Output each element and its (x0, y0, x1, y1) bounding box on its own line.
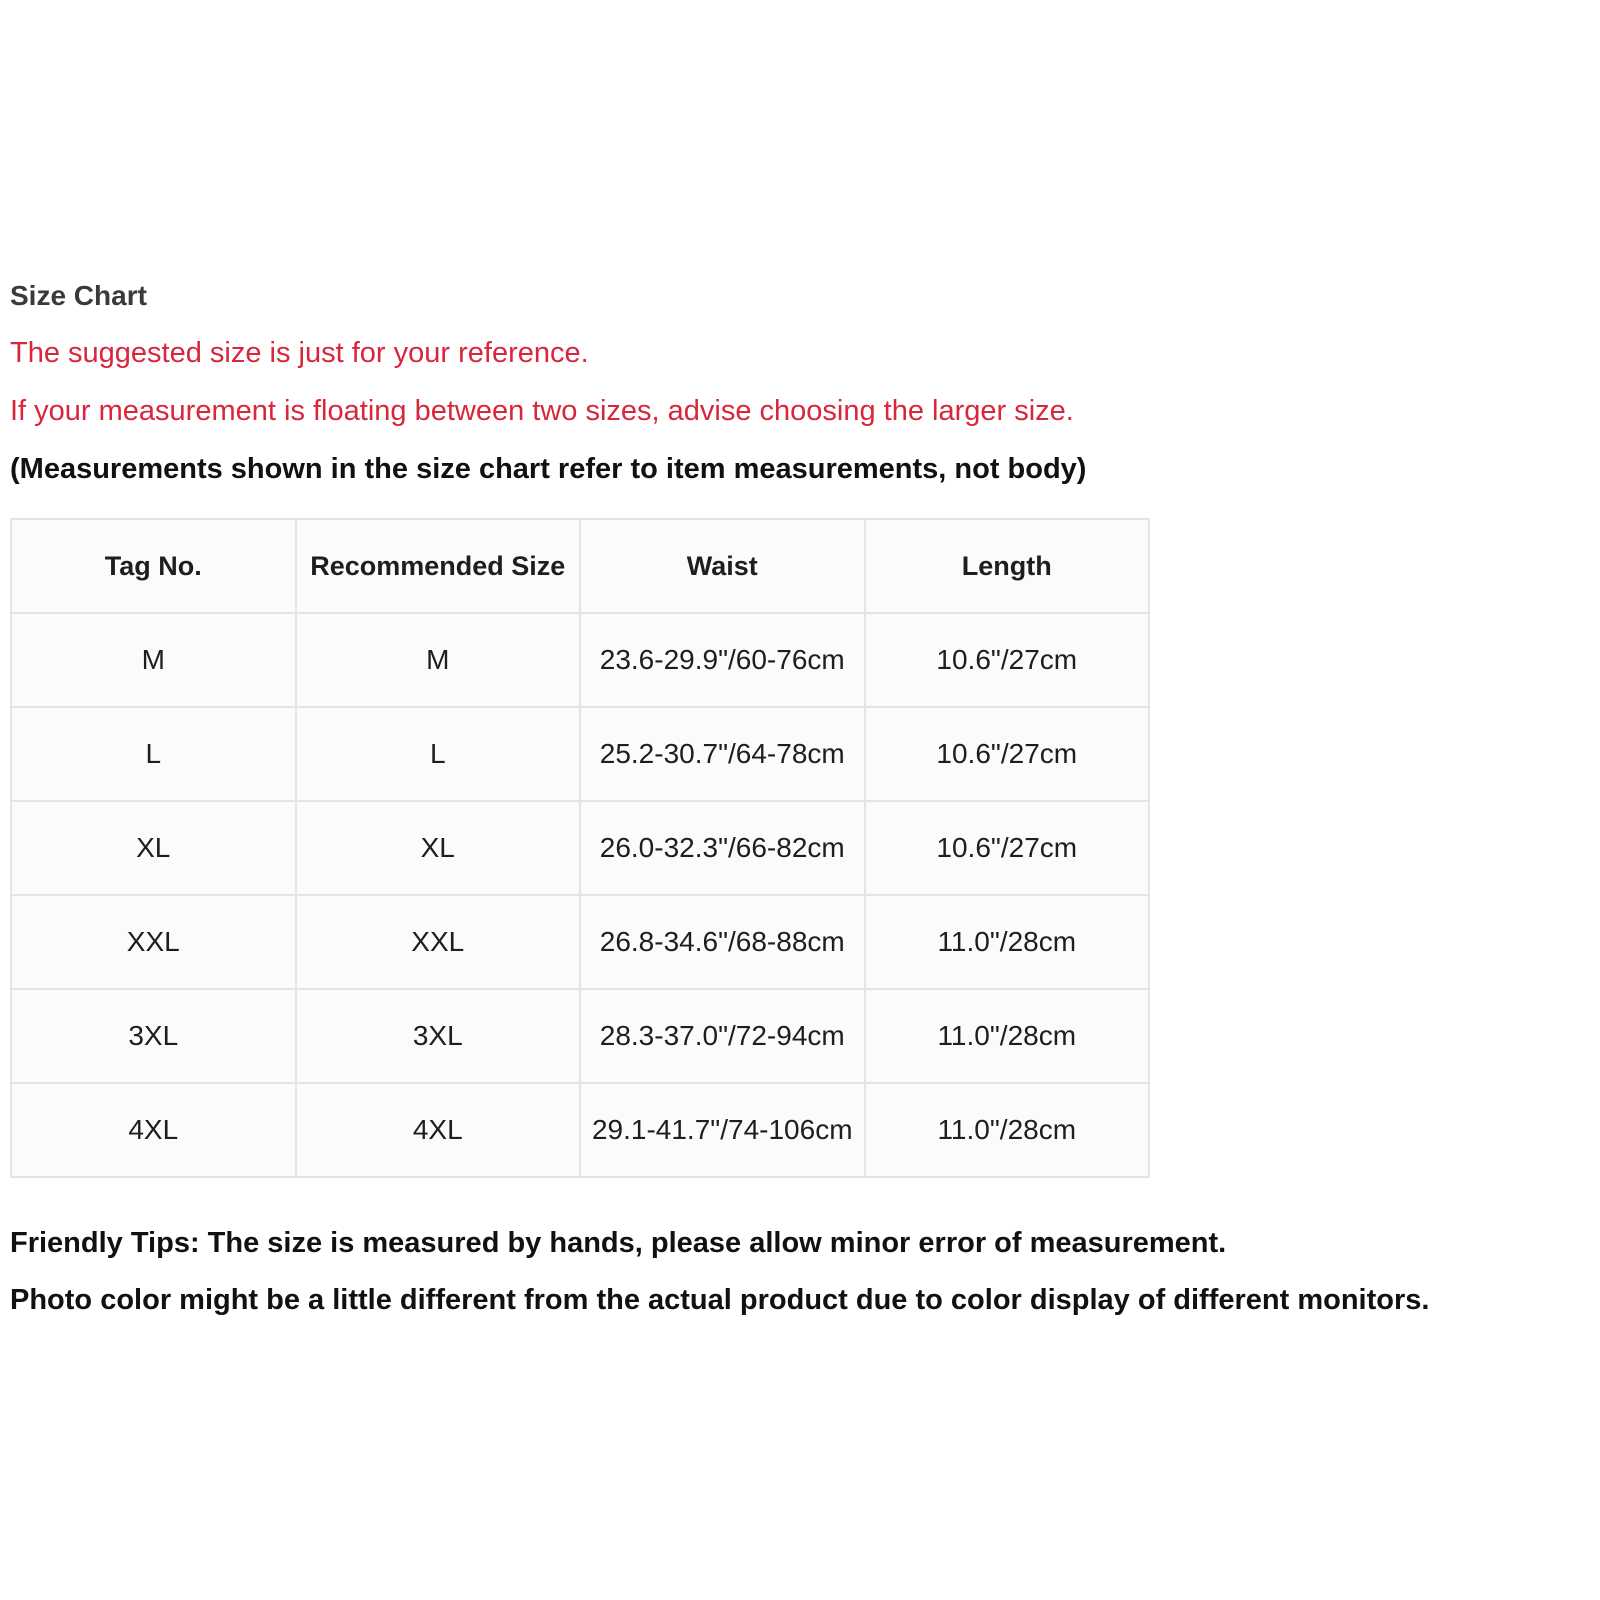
cell-waist: 26.8-34.6"/68-88cm (580, 895, 865, 989)
size-table (10, 518, 1150, 1178)
friendly-tip-measurement: Friendly Tips: The size is measured by hands, please allow minor error of measurement. (10, 1227, 1227, 1259)
cell-length: 11.0"/28cm (865, 895, 1150, 989)
header-recommended-size: Recommended Size (296, 519, 581, 613)
table-row (11, 989, 1149, 1083)
cell-tag-no: M (11, 613, 296, 707)
cell-length: 10.6"/27cm (865, 613, 1150, 707)
size-chart-title: Size Chart (10, 280, 147, 311)
table-row (11, 895, 1149, 989)
cell-tag-no: L (11, 707, 296, 801)
header-tag-no: Tag No. (11, 519, 296, 613)
larger-size-note: If your measurement is floating between two sizes, advise choosing the larger size. (10, 395, 1074, 427)
cell-waist: 25.2-30.7"/64-78cm (580, 707, 865, 801)
cell-tag-no: 4XL (11, 1083, 296, 1177)
cell-waist: 23.6-29.9"/60-76cm (580, 613, 865, 707)
cell-waist: 28.3-37.0"/72-94cm (580, 989, 865, 1083)
table-row (11, 1083, 1149, 1177)
cell-recommended-size: XL (296, 801, 581, 895)
cell-recommended-size: L (296, 707, 581, 801)
table-row (11, 801, 1149, 895)
table-row (11, 613, 1149, 707)
cell-tag-no: XXL (11, 895, 296, 989)
header-length: Length (865, 519, 1150, 613)
table-row (11, 707, 1149, 801)
header-waist: Waist (580, 519, 865, 613)
cell-recommended-size: 3XL (296, 989, 581, 1083)
cell-length: 11.0"/28cm (865, 1083, 1150, 1177)
cell-waist: 26.0-32.3"/66-82cm (580, 801, 865, 895)
cell-length: 10.6"/27cm (865, 801, 1150, 895)
cell-tag-no: 3XL (11, 989, 296, 1083)
cell-length: 11.0"/28cm (865, 989, 1150, 1083)
reference-note: The suggested size is just for your reference. (10, 337, 589, 369)
friendly-tip-color: Photo color might be a little different from the actual product due to color display of different monitors. (10, 1284, 1430, 1316)
cell-recommended-size: XXL (296, 895, 581, 989)
cell-recommended-size: 4XL (296, 1083, 581, 1177)
cell-waist: 29.1-41.7"/74-106cm (580, 1083, 865, 1177)
table-header-row (11, 519, 1149, 613)
cell-tag-no: XL (11, 801, 296, 895)
measurement-basis-note: (Measurements shown in the size chart refer to item measurements, not body) (10, 453, 1087, 485)
cell-recommended-size: M (296, 613, 581, 707)
cell-length: 10.6"/27cm (865, 707, 1150, 801)
